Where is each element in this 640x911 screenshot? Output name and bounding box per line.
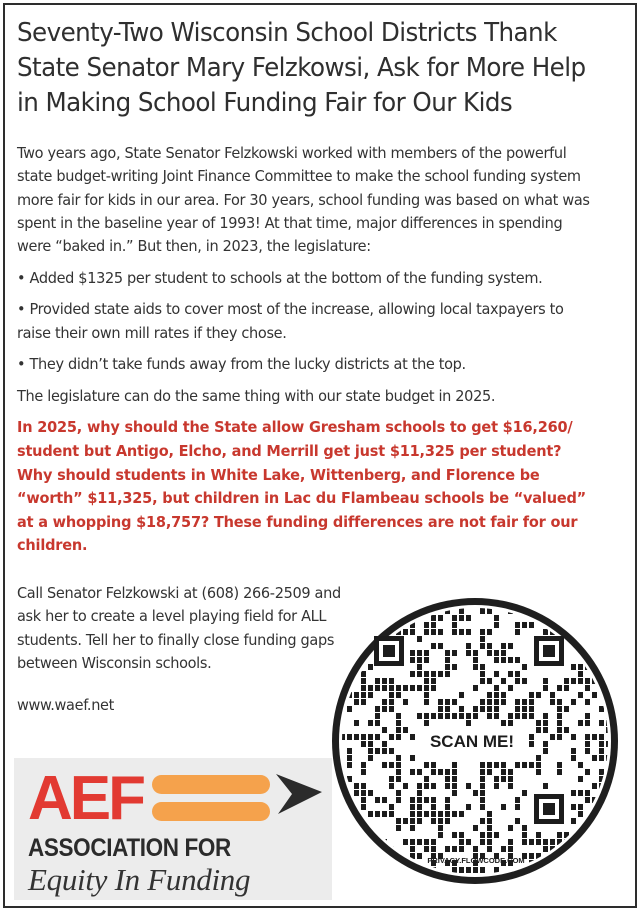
bullet-1: • Added $1325 per student to schools at the bottom of the funding system. <box>17 268 543 287</box>
closing-paragraph: The legislature can do the same thing with our state budget in 2025. <box>17 386 496 405</box>
headline-line-1: Seventy-Two Wisconsin School Districts Thank <box>17 18 557 48</box>
qr-code[interactable] <box>320 588 630 888</box>
logo-bar-top <box>152 775 270 794</box>
red-callout: In 2025, why should the State allow Gresham schools to get $16,260/ student but Antigo, Elcho, and Merrill get just $11,325 per student? Why should students in White Lake, Wittenberg, and Florence be “worth” $11,325, but children in Lac du Flambeau schools be “valued” at a whopping $18,757? These funding differences are not fair for our children. <box>17 418 587 555</box>
headline-line-3: in Making School Funding Fair for Our Kids <box>17 88 513 118</box>
qr-footer: PRIVACY.FLOWCODE.COM <box>427 856 525 865</box>
bullet-2: • Provided state aids to cover most of the increase, allowing local taxpayers to raise their own mill rates if they chose. <box>17 300 564 342</box>
logo-acronym: AEF <box>28 764 143 833</box>
qr-label: SCAN ME! <box>429 732 515 751</box>
intro-paragraph: Two years ago, State Senator Felzkowski worked with members of the powerful state budget-writing Joint Finance Committee to make the school funding system more fair for kids in our area. For 30 years, school funding was based on what was spent in the baseline year of 1993! At that time, major differences in spending were “baked in.” But then, in 2023, the legislature: <box>17 144 590 256</box>
arrow-icon <box>272 770 324 818</box>
logo-org-line-1: ASSOCIATION FOR <box>28 834 231 862</box>
call-to-action: Call Senator Felzkowski at (608) 266-2509 and ask her to create a level playing field for ALL students. Tell her to finally close funding gaps between Wisconsin schools. <box>17 584 341 672</box>
headline-line-2: State Senator Mary Felzkowsi, Ask for More Help <box>17 53 586 83</box>
headline <box>17 16 596 121</box>
body-text <box>17 142 600 566</box>
website-link[interactable]: www.waef.net <box>17 696 114 714</box>
logo-bar-bottom <box>152 802 270 821</box>
bullet-3: • They didn’t take funds away from the lucky districts at the top. <box>17 355 466 374</box>
logo-org-line-2: Equity In Funding <box>28 862 251 897</box>
